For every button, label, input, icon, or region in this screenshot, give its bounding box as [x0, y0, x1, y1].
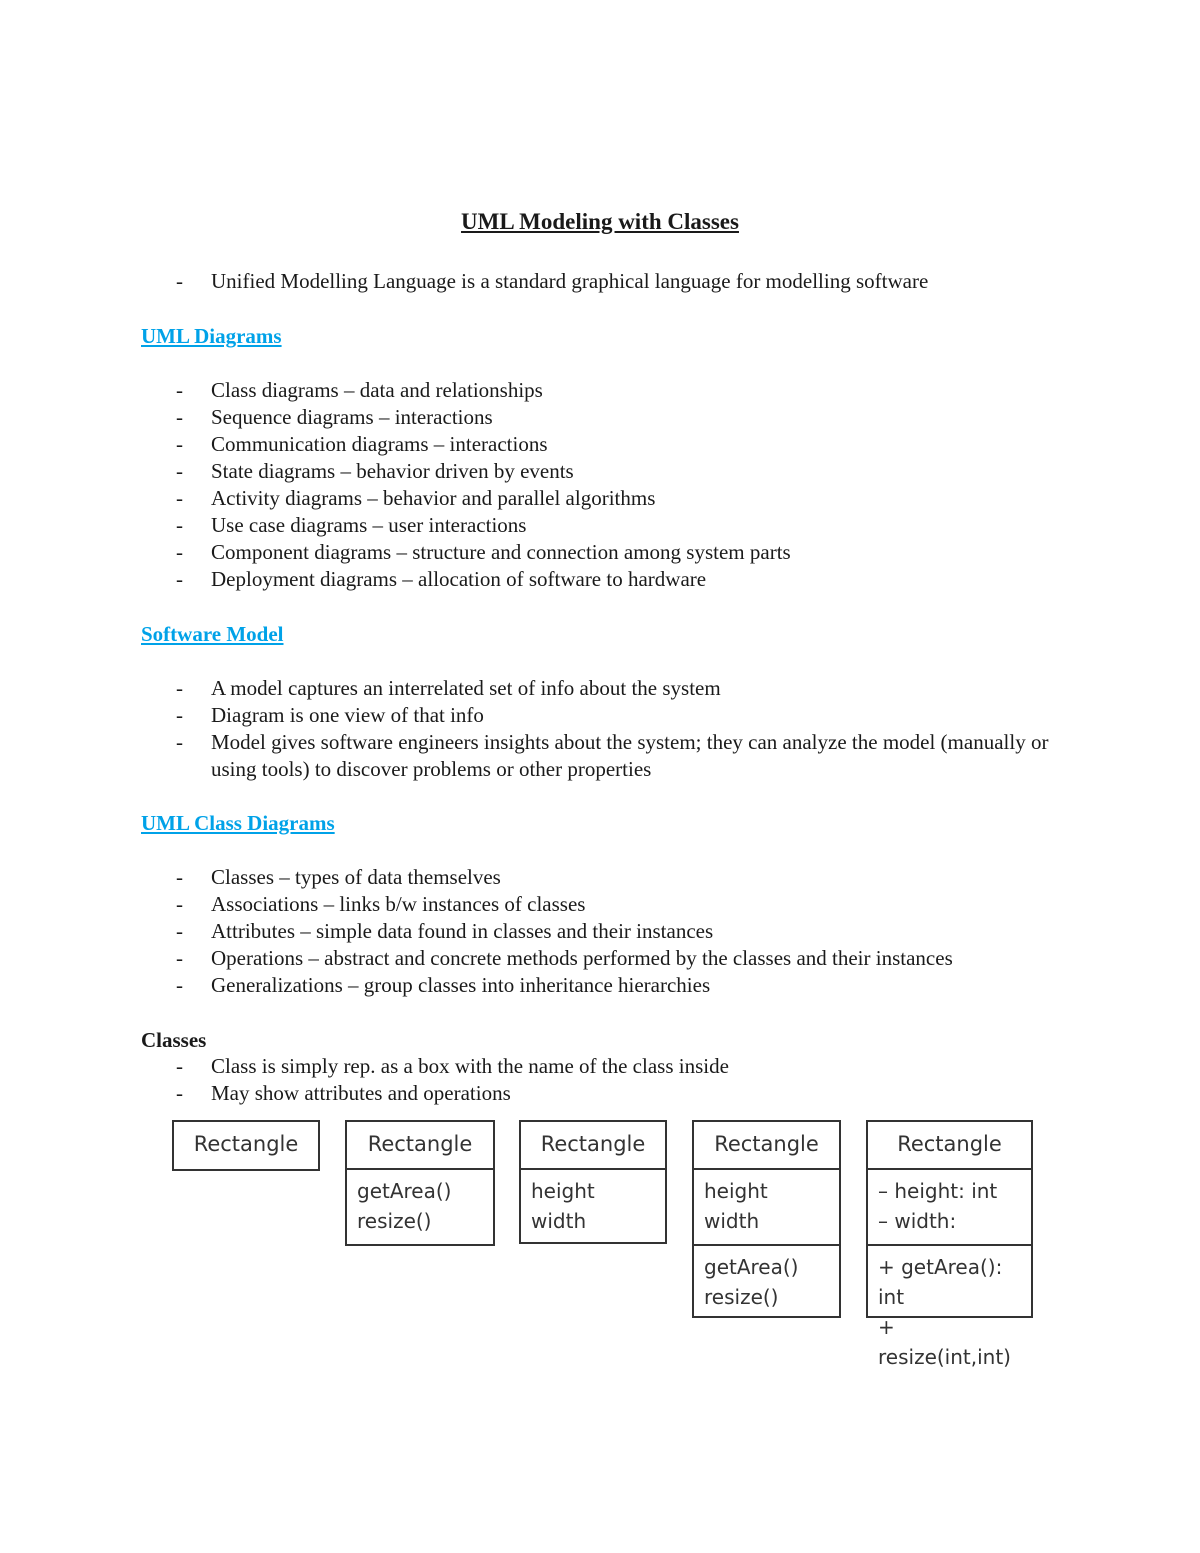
operations-compartment [347, 1168, 493, 1236]
operations-compartment [694, 1244, 839, 1312]
uml-diagrams-list [172, 377, 1072, 593]
attribute: height [704, 1179, 768, 1203]
dash-bullet: - [176, 1054, 183, 1078]
operation: getArea() [357, 1179, 452, 1203]
attribute: – height: int [878, 1179, 998, 1203]
dash-bullet: - [176, 676, 183, 700]
dash-bullet: - [176, 730, 183, 754]
uml-class-diagrams-list [172, 864, 1072, 999]
list-item: - Classes – types of data themselves [176, 865, 501, 889]
list-item: - Communication diagrams – interactions [176, 432, 548, 456]
class-name: Rectangle [714, 1132, 819, 1156]
attribute: height [531, 1179, 595, 1203]
section-heading-uml-diagrams: UML Diagrams [141, 324, 282, 348]
operation: resize() [357, 1209, 432, 1233]
classes-list [172, 1053, 1072, 1107]
class-name: Rectangle [367, 1132, 473, 1156]
uml-class-box-typed [866, 1120, 1033, 1369]
list-item: - Deployment diagrams – allocation of software to hardware [176, 567, 707, 591]
list-item: - Generalizations – group classes into inheritance hierarchies [176, 973, 711, 997]
section-heading-classes: Classes [141, 1028, 207, 1052]
dash-bullet: - [176, 946, 183, 970]
list-item: - Use case diagrams – user interactions [176, 513, 527, 537]
list-item: - Associations – links b/w instances of classes [176, 892, 586, 916]
list-item: - State diagrams – behavior driven by events [176, 459, 574, 483]
list-item: - Model gives software engineers insights about the system; they can analyze the model (manually or using tools) to discover problems or other properties [176, 730, 1049, 781]
list-item: - Activity diagrams – behavior and parallel algorithms [176, 486, 656, 510]
uml-class-box-name-only [172, 1120, 320, 1171]
list-item: - Sequence diagrams – interactions [176, 405, 493, 429]
list-item: - Class diagrams – data and relationships [176, 378, 543, 402]
dash-bullet: - [176, 269, 183, 293]
dash-bullet: - [176, 486, 183, 510]
dash-bullet: - [176, 919, 183, 943]
uml-class-box-operations [345, 1120, 495, 1246]
list-item: - May show attributes and operations [176, 1081, 511, 1105]
uml-class-box-attributes [519, 1120, 667, 1244]
list-item: - Operations – abstract and concrete methods performed by the classes and their instances [176, 946, 953, 970]
operations-compartment [868, 1244, 1031, 1372]
class-name: Rectangle [540, 1132, 646, 1156]
page-title: UML Modeling with Classes [461, 209, 739, 234]
dash-bullet: - [176, 973, 183, 997]
dash-bullet: - [176, 459, 183, 483]
list-item: - Attributes – simple data found in classes and their instances [176, 919, 714, 943]
list-item: - Diagram is one view of that info [176, 703, 484, 727]
operation: resize() [704, 1285, 779, 1309]
attributes-compartment [521, 1168, 665, 1236]
dash-bullet: - [176, 378, 183, 402]
attribute: width [704, 1209, 760, 1233]
attributes-compartment [694, 1168, 839, 1244]
section-heading-uml-class-diagrams: UML Class Diagrams [141, 811, 335, 835]
dash-bullet: - [176, 892, 183, 916]
section-heading-software-model: Software Model [141, 622, 284, 646]
attribute: – width: [878, 1209, 957, 1233]
dash-bullet: - [176, 405, 183, 429]
dash-bullet: - [176, 513, 183, 537]
dash-bullet: - [176, 540, 183, 564]
attributes-compartment [868, 1168, 1031, 1244]
list-item: - Component diagrams – structure and connection among system parts [176, 540, 791, 564]
operation: + getArea(): int [878, 1255, 1003, 1309]
uml-class-box-attributes-operations [692, 1120, 841, 1318]
dash-bullet: - [176, 1081, 183, 1105]
dash-bullet: - [176, 865, 183, 889]
class-name: Rectangle [897, 1132, 1002, 1156]
intro-list [172, 268, 1072, 295]
attribute: width [531, 1209, 587, 1233]
list-item: - Class is simply rep. as a box with the name of the class inside [176, 1054, 729, 1078]
list-item: - A model captures an interrelated set of info about the system [176, 676, 721, 700]
operation: getArea() [704, 1255, 799, 1279]
class-name: Rectangle [193, 1132, 299, 1156]
dash-bullet: - [176, 432, 183, 456]
dash-bullet: - [176, 703, 183, 727]
software-model-list [172, 675, 1072, 783]
dash-bullet: - [176, 567, 183, 591]
operation: + resize(int,int) [878, 1315, 1011, 1369]
list-item: - Unified Modelling Language is a standard graphical language for modelling software [176, 269, 929, 293]
